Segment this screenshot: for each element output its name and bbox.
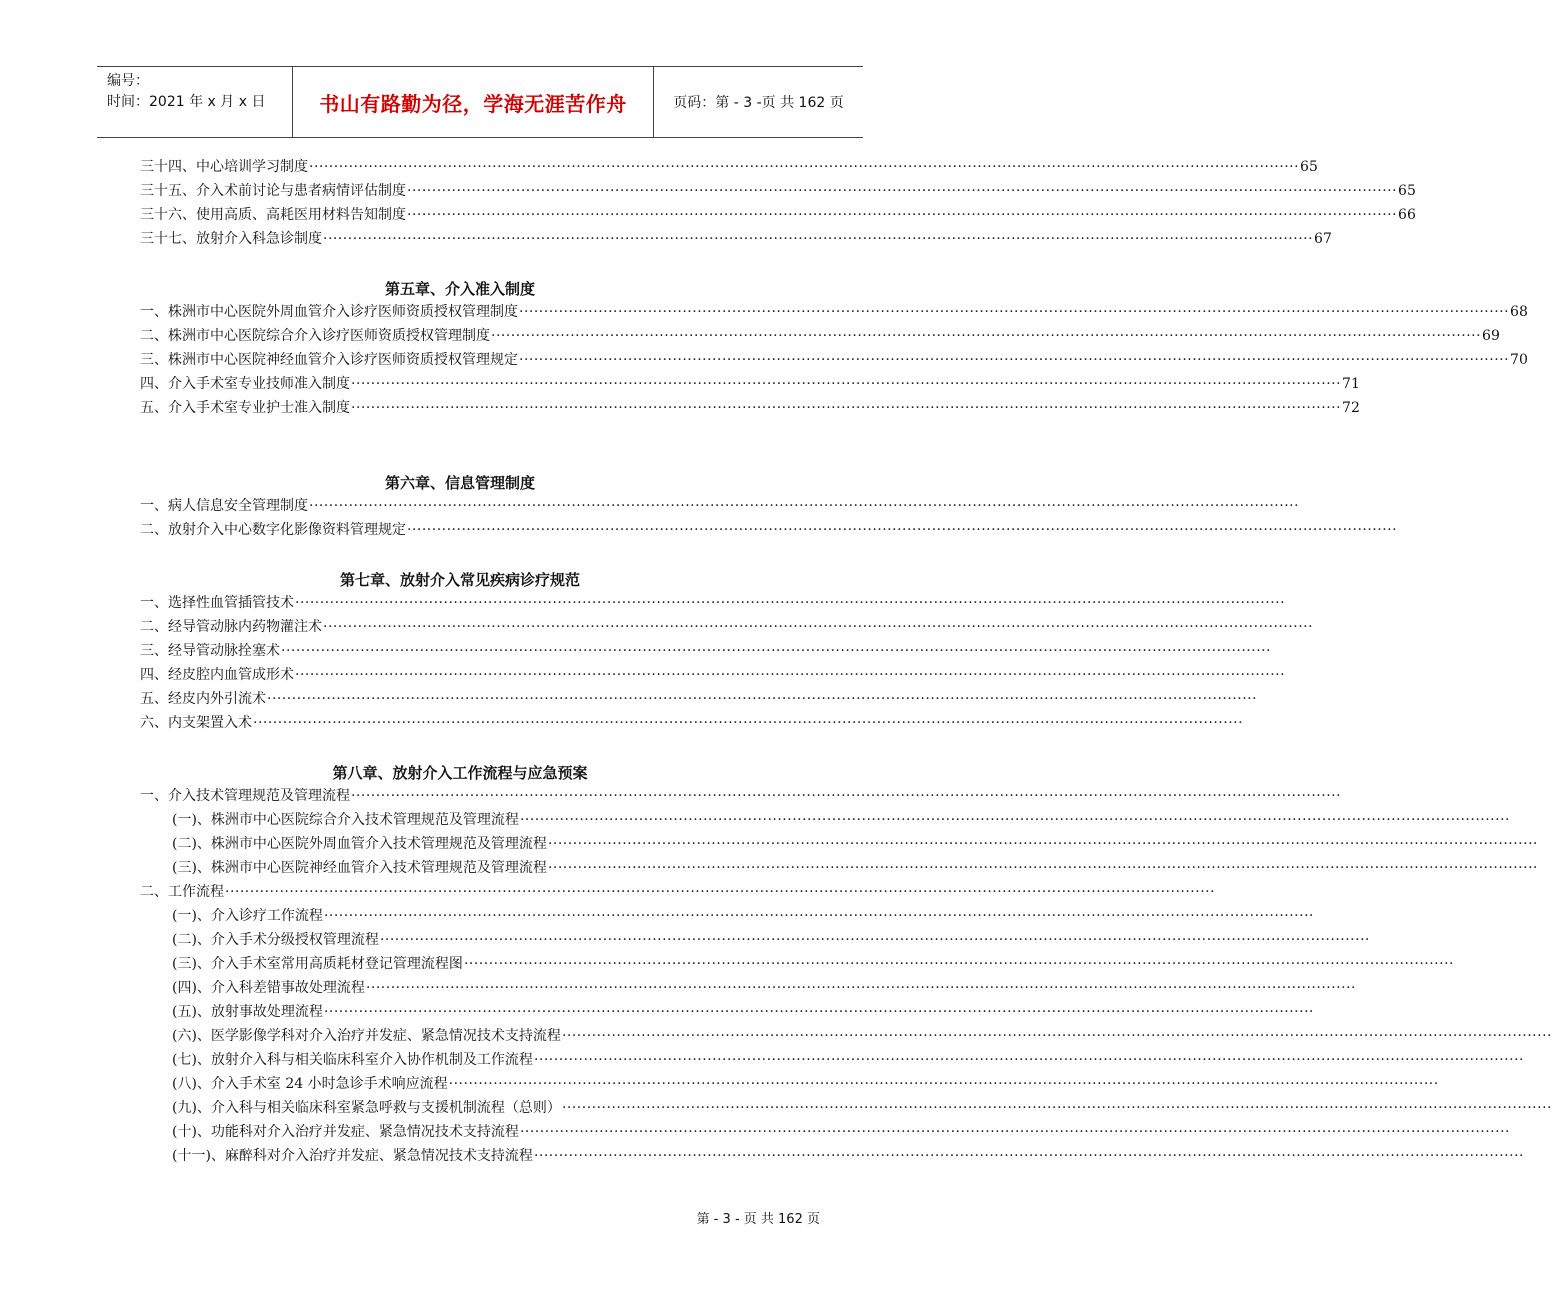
toc-entry-title: (十)、功能科对介入治疗并发症、紧急情况技术支持流程 bbox=[172, 1124, 519, 1140]
toc-entry-title: (六)、医学影像学科对介入治疗并发症、紧急情况技术支持流程 bbox=[172, 1028, 561, 1044]
toc-leader-dots: ········································································································································································································ bbox=[323, 1004, 1314, 1020]
toc-entry-title: 六、内支架置入术 bbox=[140, 715, 252, 731]
toc-entry[interactable] bbox=[140, 786, 1342, 806]
toc-entry-title: 四、经皮腔内血管成形术 bbox=[140, 667, 294, 683]
toc-entry[interactable] bbox=[140, 520, 1398, 540]
toc-leader-dots: ········································································································································································································ bbox=[253, 715, 1244, 731]
toc-entry-title: (八)、介入手术室 24 小时急诊手术响应流程 bbox=[172, 1076, 448, 1092]
toc-entry-title: (九)、介入科与相关临床科室紧急呼救与支援机制流程（总则） bbox=[172, 1100, 561, 1116]
toc-leader-dots: ········································································································································································································ bbox=[547, 860, 1538, 876]
toc-entry-title: (四)、介入科差错事故处理流程 bbox=[172, 980, 365, 996]
toc-entry-title: (一)、株洲市中心医院综合介入技术管理规范及管理流程 bbox=[172, 812, 519, 828]
header-page-cell bbox=[654, 67, 863, 137]
toc-leader-dots: ········································································································································································································ bbox=[407, 522, 1398, 538]
toc-leader-dots: ········································································································································································································ bbox=[463, 956, 1454, 972]
toc-leader-dots: ········································································································································································································ bbox=[533, 1052, 1524, 1068]
toc-entry-title: (七)、放射介入科与相关临床科室介入协作机制及工作流程 bbox=[172, 1052, 533, 1068]
toc-leader-dots: ········································································································································································································ bbox=[295, 595, 1286, 611]
toc-leader-dots: ········································································································································································································ bbox=[407, 207, 1398, 223]
toc-leader-dots: ········································································································································································································ bbox=[561, 1100, 1552, 1116]
toc-leader-dots: ········································································································································································································ bbox=[491, 328, 1482, 344]
chapter-heading: 第八章、放射介入工作流程与应急预案 bbox=[332, 764, 588, 782]
toc-entry[interactable] bbox=[140, 326, 1500, 346]
toc-leader-dots: ········································································································································································································ bbox=[407, 183, 1398, 199]
toc-entry[interactable] bbox=[140, 350, 1528, 370]
toc-leader-dots: ········································································································································································································ bbox=[351, 400, 1342, 416]
toc-entry-page: 66 bbox=[1398, 207, 1416, 223]
toc-entry-title: (五)、放射事故处理流程 bbox=[172, 1004, 323, 1020]
toc-entry[interactable] bbox=[172, 1074, 1439, 1094]
toc-entry[interactable] bbox=[140, 713, 1244, 733]
toc-entry[interactable] bbox=[140, 398, 1360, 418]
toc-leader-dots: ········································································································································································································ bbox=[267, 691, 1258, 707]
toc-entry-title: (一)、介入诊疗工作流程 bbox=[172, 908, 323, 924]
toc-entry[interactable] bbox=[140, 641, 1272, 661]
toc-entry[interactable] bbox=[140, 689, 1258, 709]
toc-leader-dots: ········································································································································································································ bbox=[365, 980, 1356, 996]
toc-entry[interactable] bbox=[172, 834, 1538, 854]
toc-entry[interactable] bbox=[140, 617, 1314, 637]
toc-entry[interactable] bbox=[172, 1122, 1510, 1142]
toc-leader-dots: ········································································································································································································ bbox=[519, 352, 1510, 368]
toc-entry[interactable] bbox=[140, 665, 1286, 685]
toc-entry[interactable] bbox=[140, 181, 1416, 201]
toc-entry-page: 70 bbox=[1510, 352, 1528, 368]
toc-leader-dots: ········································································································································································································ bbox=[281, 643, 1272, 659]
header-motto: 书山有路勤为径，学海无涯苦作舟 bbox=[319, 91, 627, 116]
toc-entry[interactable] bbox=[172, 1002, 1314, 1022]
chapter-heading: 第六章、信息管理制度 bbox=[384, 474, 535, 492]
toc-entry-page: 71 bbox=[1342, 376, 1360, 392]
document-date: 时间：2021 年 x 月 x 日 bbox=[107, 94, 266, 110]
toc-entry-title: 三、株洲市中心医院神经血管介入诊疗医师资质授权管理规定 bbox=[140, 352, 518, 368]
toc-leader-dots: ········································································································································································································ bbox=[323, 908, 1314, 924]
toc-entry[interactable] bbox=[140, 593, 1286, 613]
toc-entry-page: 67 bbox=[1314, 231, 1332, 247]
toc-entry[interactable] bbox=[172, 906, 1314, 926]
toc-entry[interactable] bbox=[140, 374, 1360, 394]
chapter-heading: 第五章、介入准入制度 bbox=[384, 280, 535, 298]
toc-entry-title: 三十七、放射介入科急诊制度 bbox=[140, 231, 322, 247]
page-header bbox=[97, 66, 863, 138]
toc-leader-dots: ········································································································································································································ bbox=[323, 619, 1314, 635]
toc-entry-page: 68 bbox=[1510, 304, 1528, 320]
toc-leader-dots: ········································································································································································································ bbox=[379, 932, 1370, 948]
toc-leader-dots: ········································································································································································································ bbox=[351, 788, 1342, 804]
toc-leader-dots: ········································································································································································································ bbox=[295, 667, 1286, 683]
toc-entry-title: 二、工作流程 bbox=[140, 884, 224, 900]
toc-entry[interactable] bbox=[172, 858, 1538, 878]
chapter-heading: 第七章、放射介入常见疾病诊疗规范 bbox=[339, 571, 580, 589]
toc-entry[interactable] bbox=[140, 229, 1332, 249]
toc-entry-title: 二、经导管动脉内药物灌注术 bbox=[140, 619, 322, 635]
toc-entry-title: (三)、介入手术室常用高质耗材登记管理流程图 bbox=[172, 956, 463, 972]
toc-leader-dots: ········································································································································································································ bbox=[323, 231, 1314, 247]
toc-entry-page: 72 bbox=[1342, 400, 1360, 416]
page-footer: 第 - 3 - 页 共 162 页 bbox=[696, 1212, 820, 1227]
toc-leader-dots: ········································································································································································································ bbox=[561, 1028, 1552, 1044]
toc-entry-title: 二、株洲市中心医院综合介入诊疗医师资质授权管理制度 bbox=[140, 328, 490, 344]
toc-leader-dots: ········································································································································································································ bbox=[533, 1148, 1524, 1164]
toc-entry[interactable] bbox=[140, 302, 1528, 322]
toc-entry-title: 四、介入手术室专业技师准入制度 bbox=[140, 376, 350, 392]
toc-leader-dots: ········································································································································································································ bbox=[519, 812, 1510, 828]
toc-entry-title: 五、介入手术室专业护士准入制度 bbox=[140, 400, 350, 416]
toc-entry-title: 二、放射介入中心数字化影像资料管理规定 bbox=[140, 522, 406, 538]
header-meta-cell bbox=[97, 67, 293, 137]
toc-entry[interactable] bbox=[172, 810, 1510, 830]
toc-entry[interactable] bbox=[140, 205, 1416, 225]
toc-entry[interactable] bbox=[172, 930, 1370, 950]
toc-entry[interactable] bbox=[172, 1026, 1552, 1046]
toc-entry-page: 69 bbox=[1482, 328, 1500, 344]
toc-entry[interactable] bbox=[172, 978, 1356, 998]
toc-leader-dots: ········································································································································································································ bbox=[351, 376, 1342, 392]
toc-leader-dots: ········································································································································································································ bbox=[519, 1124, 1510, 1140]
document-number-label: 编号： bbox=[107, 73, 149, 89]
toc-entry[interactable] bbox=[172, 1098, 1552, 1118]
toc-entry-page: 65 bbox=[1398, 183, 1416, 199]
toc-entry-title: 一、病人信息安全管理制度 bbox=[140, 498, 308, 514]
toc-leader-dots: ········································································································································································································ bbox=[309, 498, 1300, 514]
toc-entry[interactable] bbox=[172, 954, 1454, 974]
toc-entry-title: 五、经皮内外引流术 bbox=[140, 691, 266, 707]
toc-entry-title: 一、介入技术管理规范及管理流程 bbox=[140, 788, 350, 804]
toc-entry-title: 一、株洲市中心医院外周血管介入诊疗医师资质授权管理制度 bbox=[140, 304, 518, 320]
toc-entry[interactable] bbox=[140, 496, 1300, 516]
toc-entry-title: 三十五、介入术前讨论与患者病情评估制度 bbox=[140, 183, 406, 199]
toc-leader-dots: ········································································································································································································ bbox=[448, 1076, 1439, 1092]
toc-entry-title: 一、选择性血管插管技术 bbox=[140, 595, 294, 611]
toc-leader-dots: ········································································································································································································ bbox=[309, 159, 1300, 175]
toc-entry-title: (三)、株洲市中心医院神经血管介入技术管理规范及管理流程 bbox=[172, 860, 547, 876]
toc-entry-page: 65 bbox=[1300, 159, 1318, 175]
toc-leader-dots: ········································································································································································································ bbox=[519, 304, 1510, 320]
toc-entry-title: (二)、介入手术分级授权管理流程 bbox=[172, 932, 379, 948]
toc-entry-title: 三十四、中心培训学习制度 bbox=[140, 159, 308, 175]
toc-entry-title: (十一)、麻醉科对介入治疗并发症、紧急情况技术支持流程 bbox=[172, 1148, 533, 1164]
header-page-info: 页码：第 - 3 -页 共 162 页 bbox=[673, 95, 844, 111]
toc-leader-dots: ········································································································································································································ bbox=[225, 884, 1216, 900]
toc-entry[interactable] bbox=[172, 1146, 1524, 1166]
toc-entry[interactable] bbox=[172, 1050, 1524, 1070]
toc-entry-title: (二)、株洲市中心医院外周血管介入技术管理规范及管理流程 bbox=[172, 836, 547, 852]
toc-leader-dots: ········································································································································································································ bbox=[547, 836, 1538, 852]
toc-entry[interactable] bbox=[140, 882, 1216, 902]
toc-entry-title: 三、经导管动脉拴塞术 bbox=[140, 643, 280, 659]
header-motto-cell bbox=[293, 67, 654, 137]
toc-entry[interactable] bbox=[140, 157, 1318, 177]
toc-entry-title: 三十六、使用高质、高耗医用材料告知制度 bbox=[140, 207, 406, 223]
